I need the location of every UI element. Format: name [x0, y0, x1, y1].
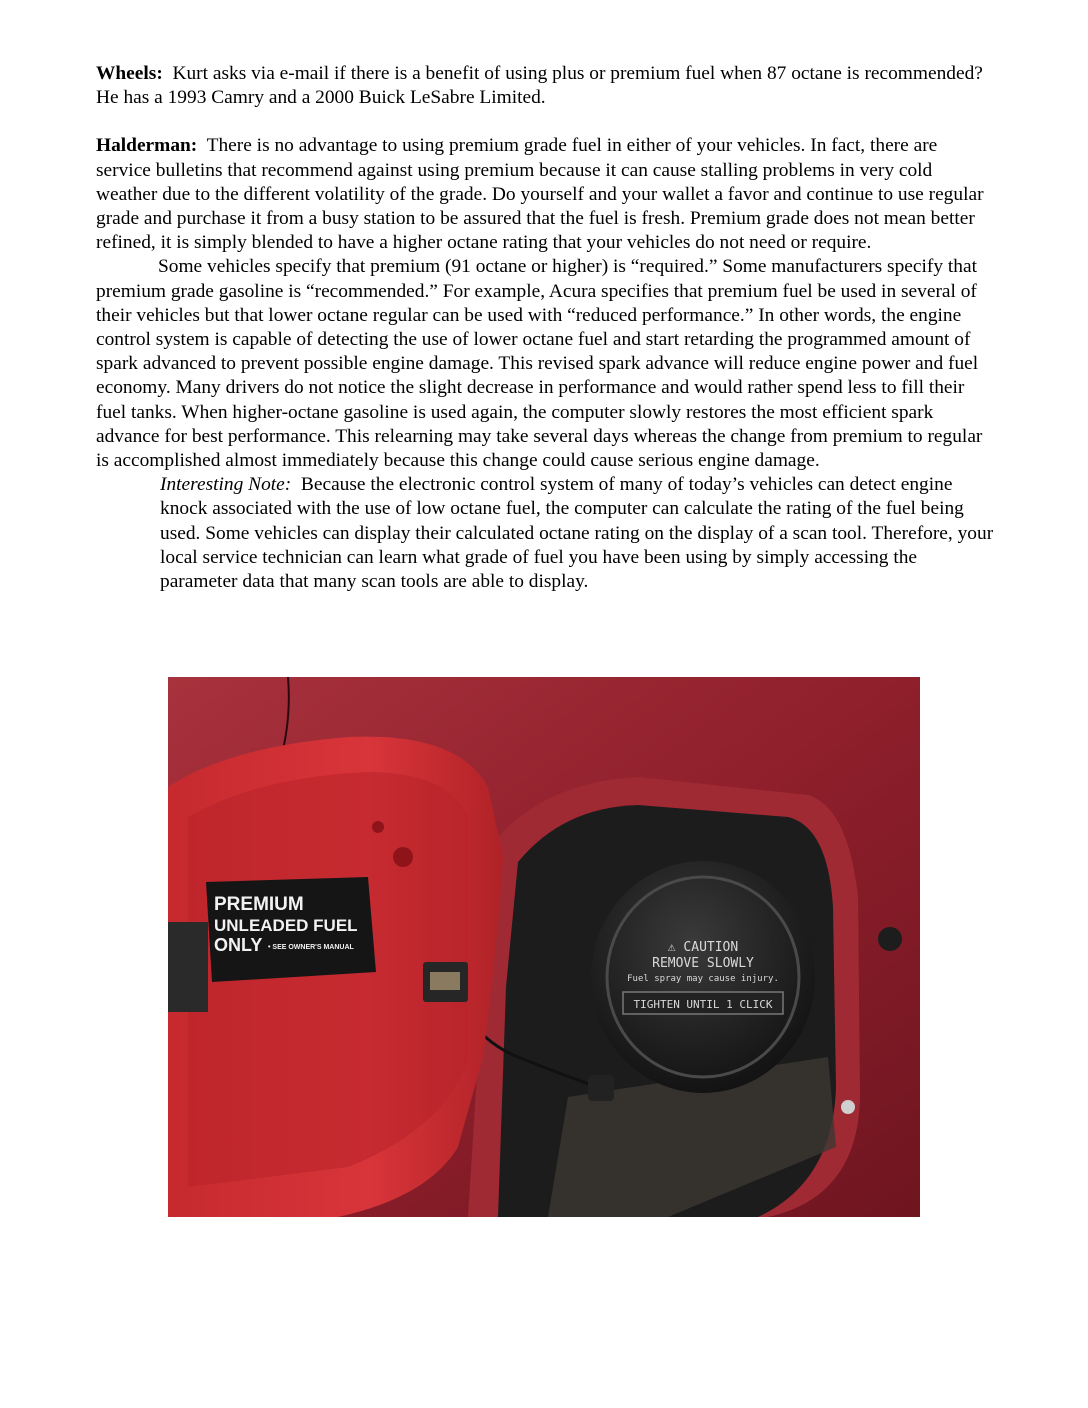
note-label: Interesting Note: [160, 474, 292, 496]
article-body [96, 62, 996, 594]
interesting-note [160, 473, 996, 594]
note-text: Because the electronic control system of many of today’s vehicles can detect engine knock associated with the use of low octane fuel, the computer can calculate the rating of the fuel being used. Some vehicles can display their calculated octane rating on the display of a scan tool. Therefore, your local service technician can learn what grade of fuel you have been using by simply accessing the parameter data that many scan tools are able to display. [160, 474, 994, 593]
cap-warning-text: Fuel spray may cause injury. [627, 974, 779, 984]
label-unleaded: UNLEADED FUEL [214, 916, 358, 935]
speaker-wheels: Wheels: [96, 63, 163, 84]
label-only: ONLY [214, 935, 263, 955]
speaker-halderman: Halderman: [96, 135, 198, 157]
label-premium: PREMIUM [214, 894, 304, 915]
cap-remove-text: REMOVE SLOWLY [652, 956, 754, 971]
label-see-manual: • SEE OWNER'S MANUAL [268, 944, 354, 951]
cap-caution-text: ⚠ CAUTION [667, 940, 739, 955]
question-paragraph [96, 62, 996, 110]
answer-text: There is no advantage to using premium grade fuel in either of your vehicles. In fact, there are service bulletins that recommend against using premium because it can cause stalling problems in very cold weather due to the different volatility of the grade. Do yourself and your wallet a favor and continue to use regular grade and purchase it from a busy station to be assured that the fuel is fresh. Premium grade does not mean better refined, it is simply blended to have a higher octane rating that your vehicles do not need or require. [96, 135, 984, 254]
cap-band-text: TIGHTEN UNTIL 1 CLICK [633, 998, 773, 1011]
answer-paragraph [96, 134, 996, 255]
question-text: Kurt asks via e-mail if there is a benefit of using plus or premium fuel when 87 octane is recommended? He has a 1993 Camry and a 2000 Buick LeSabre Limited. [96, 63, 983, 109]
octane-paragraph: Some vehicles specify that premium (91 octane or higher) is “required.” Some manufacturers specify that premium grade gasoline is “recommended.” For example, Acura specifies that premium fuel be used in several of their vehicles but that lower octane regular can be used with “reduced performance.” In other words, the engine control system is capable of detecting the use of lower octane fuel and start retarding the programmed amount of spark advanced to prevent possible engine damage. This revised spark advance will reduce engine power and fuel economy. Many drivers do not notice the slight decrease in performance and would rather spend less to fill their fuel tanks. When higher-octane gasoline is used again, the computer slowly restores the most efficient spark advance for best performance. This relearning may take several days whereas the change from premium to regular is accomplished almost immediately because this change could cause serious engine damage. [96, 256, 983, 472]
fuel-door-photo [168, 677, 920, 1217]
